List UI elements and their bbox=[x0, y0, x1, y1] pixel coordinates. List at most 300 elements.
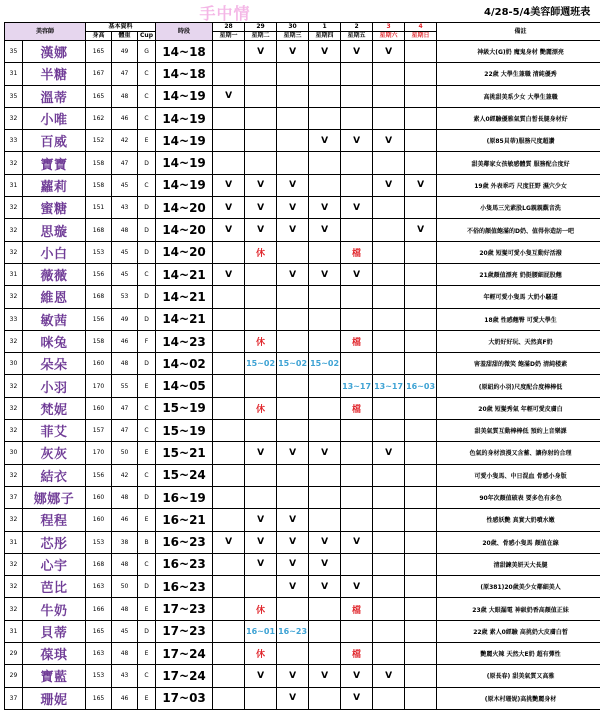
height-cell: 168 bbox=[86, 219, 112, 241]
shift-cell: V bbox=[245, 509, 277, 531]
shift-cell: V bbox=[309, 263, 341, 285]
height-cell: 163 bbox=[86, 576, 112, 598]
weight-header: 體重 bbox=[112, 32, 138, 41]
age-cell: 37 bbox=[5, 687, 23, 709]
date-header: 28 bbox=[213, 23, 245, 32]
shift-cell bbox=[341, 107, 373, 129]
shift-cell: V bbox=[245, 531, 277, 553]
height-cell: 160 bbox=[86, 509, 112, 531]
shift-cell bbox=[213, 353, 245, 375]
weekday-header: 星期五 bbox=[341, 32, 373, 41]
note-cell: 害羞甜甜的微笑 飽滿D奶 清純楼素 bbox=[437, 353, 600, 375]
shift-cell bbox=[373, 397, 405, 419]
cup-cell: C bbox=[138, 174, 156, 196]
note-cell: (原紐約小羽)尺度配合度棒棒低 bbox=[437, 375, 600, 397]
shift-cell: V bbox=[341, 665, 373, 687]
shift-cell: 檔 bbox=[341, 643, 373, 665]
shift-cell bbox=[373, 152, 405, 174]
shift-cell bbox=[405, 553, 437, 575]
shift-cell bbox=[341, 308, 373, 330]
shift-cell bbox=[405, 241, 437, 263]
shift-cell: 檔 bbox=[341, 330, 373, 352]
beautician-name: 結衣 bbox=[23, 464, 86, 486]
shift-cell: V bbox=[213, 263, 245, 285]
table-row bbox=[5, 464, 600, 486]
beautician-name: 牛奶 bbox=[23, 598, 86, 620]
period-cell: 14~21 bbox=[156, 263, 213, 285]
shift-cell bbox=[405, 397, 437, 419]
beautician-name: 咪兔 bbox=[23, 330, 86, 352]
shift-cell bbox=[245, 107, 277, 129]
period-cell: 15~19 bbox=[156, 397, 213, 419]
shift-cell bbox=[213, 63, 245, 85]
brand-title: 手中情 bbox=[199, 4, 251, 23]
beautician-name: 小白 bbox=[23, 241, 86, 263]
shift-cell: V bbox=[277, 442, 309, 464]
shift-cell: 檔 bbox=[341, 598, 373, 620]
schedule-title: 4/28-5/4美容師週班表 bbox=[484, 7, 591, 18]
weekday-header: 星期日 bbox=[405, 32, 437, 41]
shift-cell: V bbox=[277, 687, 309, 709]
shift-cell: 休 bbox=[245, 643, 277, 665]
age-cell: 32 bbox=[5, 219, 23, 241]
shift-cell bbox=[309, 687, 341, 709]
note-cell: 甜美鄰家女孩敏感體質 服務配合度好 bbox=[437, 152, 600, 174]
beautician-header: 美容師 bbox=[5, 23, 86, 41]
shift-cell: 檔 bbox=[341, 397, 373, 419]
period-cell: 14~05 bbox=[156, 375, 213, 397]
table-row bbox=[5, 130, 600, 152]
shift-cell: V bbox=[277, 263, 309, 285]
shift-cell bbox=[309, 643, 341, 665]
age-cell: 30 bbox=[5, 353, 23, 375]
table-row bbox=[5, 397, 600, 419]
weight-cell: 47 bbox=[112, 420, 138, 442]
age-cell: 32 bbox=[5, 576, 23, 598]
shift-cell bbox=[277, 286, 309, 308]
age-cell: 30 bbox=[5, 442, 23, 464]
note-cell: 素人0經驗優雅氣質白皙長腿身材好 bbox=[437, 107, 600, 129]
height-cell: 165 bbox=[86, 85, 112, 107]
table-row bbox=[5, 486, 600, 508]
beautician-name: 程程 bbox=[23, 509, 86, 531]
shift-cell bbox=[373, 598, 405, 620]
shift-cell: 休 bbox=[245, 598, 277, 620]
shift-cell bbox=[245, 152, 277, 174]
shift-cell: V bbox=[309, 553, 341, 575]
cup-cell: C bbox=[138, 63, 156, 85]
shift-cell bbox=[405, 63, 437, 85]
height-cell: 156 bbox=[86, 308, 112, 330]
beautician-name: 蘿莉 bbox=[23, 174, 86, 196]
height-cell: 166 bbox=[86, 598, 112, 620]
shift-cell bbox=[341, 442, 373, 464]
age-cell: 32 bbox=[5, 598, 23, 620]
height-cell: 160 bbox=[86, 353, 112, 375]
shift-cell bbox=[405, 598, 437, 620]
shift-cell: 15~02 bbox=[245, 353, 277, 375]
weight-cell: 47 bbox=[112, 397, 138, 419]
shift-cell bbox=[405, 353, 437, 375]
shift-cell bbox=[213, 464, 245, 486]
beautician-name: 思璇 bbox=[23, 219, 86, 241]
note-cell: 20歲 短髮可愛小隻互動好活潑 bbox=[437, 241, 600, 263]
shift-cell bbox=[373, 330, 405, 352]
date-header: 29 bbox=[245, 23, 277, 32]
weight-cell: 42 bbox=[112, 464, 138, 486]
shift-cell bbox=[373, 553, 405, 575]
shift-cell bbox=[373, 576, 405, 598]
shift-cell: 15~02 bbox=[277, 353, 309, 375]
weight-cell: 43 bbox=[112, 197, 138, 219]
shift-cell bbox=[213, 687, 245, 709]
shift-cell: V bbox=[213, 531, 245, 553]
height-cell: 153 bbox=[86, 531, 112, 553]
age-cell: 31 bbox=[5, 620, 23, 642]
period-cell: 14~20 bbox=[156, 241, 213, 263]
period-cell: 14~20 bbox=[156, 219, 213, 241]
height-cell: 151 bbox=[86, 197, 112, 219]
period-cell: 17~23 bbox=[156, 620, 213, 642]
table-row bbox=[5, 197, 600, 219]
age-cell: 32 bbox=[5, 197, 23, 219]
shift-cell bbox=[373, 687, 405, 709]
height-cell: 153 bbox=[86, 665, 112, 687]
shift-cell bbox=[405, 197, 437, 219]
shift-cell: 16~03 bbox=[405, 375, 437, 397]
cup-cell: D bbox=[138, 308, 156, 330]
shift-cell bbox=[277, 464, 309, 486]
cup-cell: B bbox=[138, 531, 156, 553]
age-cell: 33 bbox=[5, 308, 23, 330]
weight-cell: 46 bbox=[112, 509, 138, 531]
beautician-name: 娜娜子 bbox=[23, 486, 86, 508]
weight-cell: 46 bbox=[112, 107, 138, 129]
period-cell: 14~19 bbox=[156, 174, 213, 196]
shift-cell bbox=[213, 598, 245, 620]
weight-cell: 46 bbox=[112, 687, 138, 709]
height-cell: 153 bbox=[86, 241, 112, 263]
cup-cell: C bbox=[138, 263, 156, 285]
table-row bbox=[5, 85, 600, 107]
age-cell: 31 bbox=[5, 531, 23, 553]
shift-cell: V bbox=[341, 687, 373, 709]
shift-cell bbox=[309, 464, 341, 486]
note-cell: 18歲 性感翹臀 可愛大學生 bbox=[437, 308, 600, 330]
shift-cell bbox=[341, 286, 373, 308]
weight-cell: 48 bbox=[112, 486, 138, 508]
shift-cell bbox=[309, 375, 341, 397]
shift-cell bbox=[245, 576, 277, 598]
shift-cell bbox=[213, 442, 245, 464]
shift-cell: V bbox=[277, 41, 309, 63]
shift-cell bbox=[373, 85, 405, 107]
shift-cell bbox=[405, 308, 437, 330]
shift-cell: V bbox=[309, 442, 341, 464]
age-cell: 32 bbox=[5, 464, 23, 486]
beautician-name: 寶寶 bbox=[23, 152, 86, 174]
shift-cell bbox=[405, 286, 437, 308]
period-cell: 17~24 bbox=[156, 665, 213, 687]
shift-cell: V bbox=[277, 197, 309, 219]
height-cell: 156 bbox=[86, 464, 112, 486]
period-cell: 14~23 bbox=[156, 330, 213, 352]
shift-cell bbox=[245, 464, 277, 486]
shift-cell bbox=[373, 107, 405, 129]
height-header: 身高 bbox=[86, 32, 112, 41]
note-cell: 色氣的身材浪漫又含蓄、讓你射的合理 bbox=[437, 442, 600, 464]
weekday-header: 星期一 bbox=[213, 32, 245, 41]
shift-cell bbox=[277, 130, 309, 152]
cup-cell: D bbox=[138, 286, 156, 308]
shift-cell bbox=[405, 486, 437, 508]
age-cell: 29 bbox=[5, 665, 23, 687]
shift-cell bbox=[309, 486, 341, 508]
period-cell: 15~24 bbox=[156, 464, 213, 486]
weight-cell: 50 bbox=[112, 576, 138, 598]
beautician-name: 漢娜 bbox=[23, 41, 86, 63]
beautician-name: 溫蒂 bbox=[23, 85, 86, 107]
shift-cell bbox=[405, 107, 437, 129]
shift-cell bbox=[213, 330, 245, 352]
period-cell: 16~23 bbox=[156, 553, 213, 575]
shift-cell: V bbox=[245, 219, 277, 241]
shift-cell: 休 bbox=[245, 397, 277, 419]
note-cell: 22歲 大學生兼職 清純優秀 bbox=[437, 63, 600, 85]
note-cell: 甜美氣質互動棒棒低 預約上音樂課 bbox=[437, 420, 600, 442]
shift-cell: V bbox=[245, 665, 277, 687]
shift-cell bbox=[373, 197, 405, 219]
age-cell: 33 bbox=[5, 130, 23, 152]
beautician-name: 小羽 bbox=[23, 375, 86, 397]
shift-cell: V bbox=[245, 174, 277, 196]
shift-cell bbox=[245, 687, 277, 709]
note-header: 備註 bbox=[437, 23, 600, 41]
table-row bbox=[5, 576, 600, 598]
cup-cell: E bbox=[138, 130, 156, 152]
weight-cell: 43 bbox=[112, 665, 138, 687]
age-cell: 29 bbox=[5, 643, 23, 665]
table-row bbox=[5, 598, 600, 620]
shift-cell bbox=[245, 263, 277, 285]
shift-cell: 16~01 bbox=[245, 620, 277, 642]
cup-cell: E bbox=[138, 442, 156, 464]
note-cell: 艷麗火辣 天然大E奶 超有彈性 bbox=[437, 643, 600, 665]
shift-cell bbox=[341, 152, 373, 174]
shift-cell: 休 bbox=[245, 330, 277, 352]
table-row bbox=[5, 687, 600, 709]
shift-cell: V bbox=[309, 531, 341, 553]
shift-cell bbox=[341, 85, 373, 107]
weight-cell: 48 bbox=[112, 85, 138, 107]
weight-cell: 38 bbox=[112, 531, 138, 553]
shift-cell: V bbox=[341, 576, 373, 598]
cup-cell: C bbox=[138, 85, 156, 107]
height-cell: 160 bbox=[86, 397, 112, 419]
shift-cell bbox=[277, 63, 309, 85]
beautician-name: 維恩 bbox=[23, 286, 86, 308]
table-row bbox=[5, 263, 600, 285]
period-cell: 15~19 bbox=[156, 420, 213, 442]
beautician-name: 珊妮 bbox=[23, 687, 86, 709]
cup-cell: D bbox=[138, 620, 156, 642]
shift-cell bbox=[373, 219, 405, 241]
shift-cell bbox=[373, 486, 405, 508]
shift-cell bbox=[213, 152, 245, 174]
shift-cell: V bbox=[341, 197, 373, 219]
height-cell: 160 bbox=[86, 486, 112, 508]
shift-cell: V bbox=[309, 576, 341, 598]
age-cell: 31 bbox=[5, 63, 23, 85]
weight-cell: 47 bbox=[112, 63, 138, 85]
beautician-name: 灰灰 bbox=[23, 442, 86, 464]
cup-cell: C bbox=[138, 397, 156, 419]
note-cell: 可愛小隻馬、中日混血 骨感小身版 bbox=[437, 464, 600, 486]
shift-cell bbox=[405, 643, 437, 665]
shift-cell bbox=[245, 308, 277, 330]
shift-cell bbox=[213, 420, 245, 442]
note-cell: 清甜鍊美妍天大長腿 bbox=[437, 553, 600, 575]
weight-cell: 46 bbox=[112, 330, 138, 352]
shift-cell bbox=[405, 330, 437, 352]
period-cell: 15~21 bbox=[156, 442, 213, 464]
shift-cell bbox=[309, 63, 341, 85]
shift-cell: 檔 bbox=[341, 241, 373, 263]
table-row bbox=[5, 107, 600, 129]
age-cell: 32 bbox=[5, 286, 23, 308]
shift-cell bbox=[341, 509, 373, 531]
cup-cell: D bbox=[138, 353, 156, 375]
shift-cell bbox=[277, 375, 309, 397]
period-header: 時段 bbox=[156, 23, 213, 41]
height-cell: 158 bbox=[86, 174, 112, 196]
shift-cell bbox=[277, 85, 309, 107]
shift-cell bbox=[309, 397, 341, 419]
shift-cell: V bbox=[341, 531, 373, 553]
table-row bbox=[5, 286, 600, 308]
table-row bbox=[5, 643, 600, 665]
period-cell: 14~19 bbox=[156, 107, 213, 129]
table-row bbox=[5, 63, 600, 85]
shift-cell bbox=[405, 442, 437, 464]
beautician-name: 朵朵 bbox=[23, 353, 86, 375]
shift-cell bbox=[213, 107, 245, 129]
shift-cell bbox=[373, 643, 405, 665]
height-cell: 170 bbox=[86, 442, 112, 464]
shift-cell bbox=[405, 509, 437, 531]
cup-cell: E bbox=[138, 643, 156, 665]
period-cell: 14~02 bbox=[156, 353, 213, 375]
shift-cell bbox=[309, 107, 341, 129]
shift-cell: V bbox=[309, 665, 341, 687]
period-cell: 16~19 bbox=[156, 486, 213, 508]
shift-cell bbox=[277, 241, 309, 263]
shift-cell bbox=[213, 643, 245, 665]
note-cell: 性感妖艷 真實大奶噴水嫩 bbox=[437, 509, 600, 531]
cup-cell: G bbox=[138, 41, 156, 63]
shift-cell: V bbox=[373, 41, 405, 63]
shift-cell bbox=[405, 531, 437, 553]
shift-cell bbox=[277, 152, 309, 174]
age-cell: 31 bbox=[5, 263, 23, 285]
shift-cell: V bbox=[277, 531, 309, 553]
table-row bbox=[5, 330, 600, 352]
shift-cell bbox=[309, 174, 341, 196]
shift-cell bbox=[309, 85, 341, 107]
shift-cell bbox=[213, 486, 245, 508]
shift-cell bbox=[405, 41, 437, 63]
beautician-name: 梵妮 bbox=[23, 397, 86, 419]
note-cell: (原木村珊妮)高挑艷麗身材 bbox=[437, 687, 600, 709]
height-cell: 158 bbox=[86, 330, 112, 352]
basic-info-header: 基本資料 bbox=[86, 23, 156, 32]
table-row bbox=[5, 553, 600, 575]
age-cell: 32 bbox=[5, 509, 23, 531]
shift-cell bbox=[213, 553, 245, 575]
shift-cell: V bbox=[245, 41, 277, 63]
age-cell: 32 bbox=[5, 397, 23, 419]
shift-cell bbox=[277, 420, 309, 442]
shift-cell bbox=[341, 219, 373, 241]
shift-cell bbox=[341, 174, 373, 196]
shift-cell bbox=[277, 643, 309, 665]
table-row bbox=[5, 219, 600, 241]
shift-cell: V bbox=[373, 665, 405, 687]
note-cell: 19歲 外表乖巧 尺度狂野 濕穴少女 bbox=[437, 174, 600, 196]
shift-cell bbox=[277, 598, 309, 620]
height-cell: 165 bbox=[86, 41, 112, 63]
shift-cell bbox=[405, 152, 437, 174]
weight-cell: 42 bbox=[112, 130, 138, 152]
table-row bbox=[5, 509, 600, 531]
shift-cell bbox=[373, 286, 405, 308]
table-row bbox=[5, 442, 600, 464]
shift-cell bbox=[309, 330, 341, 352]
shift-cell: V bbox=[213, 197, 245, 219]
age-cell: 32 bbox=[5, 152, 23, 174]
note-cell: 年輕可愛小隻馬 大奶小騷逼 bbox=[437, 286, 600, 308]
shift-cell bbox=[405, 464, 437, 486]
shift-cell bbox=[405, 420, 437, 442]
height-cell: 168 bbox=[86, 553, 112, 575]
shift-cell bbox=[373, 464, 405, 486]
period-cell: 14~19 bbox=[156, 152, 213, 174]
note-cell: 22歲 素人0經驗 高挑奶大皮膚白皙 bbox=[437, 620, 600, 642]
schedule-rows bbox=[5, 41, 600, 710]
weight-cell: 45 bbox=[112, 174, 138, 196]
shift-cell bbox=[309, 308, 341, 330]
period-cell: 14~19 bbox=[156, 85, 213, 107]
note-cell: (原長春) 甜美氣質又高雅 bbox=[437, 665, 600, 687]
height-cell: 152 bbox=[86, 130, 112, 152]
beautician-name: 芯彤 bbox=[23, 531, 86, 553]
shift-cell: V bbox=[309, 130, 341, 152]
shift-cell bbox=[341, 63, 373, 85]
shift-cell bbox=[213, 41, 245, 63]
shift-cell: V bbox=[213, 174, 245, 196]
weight-cell: 48 bbox=[112, 598, 138, 620]
shift-cell bbox=[213, 397, 245, 419]
shift-cell bbox=[309, 620, 341, 642]
table-row bbox=[5, 665, 600, 687]
shift-cell bbox=[213, 665, 245, 687]
shift-cell: V bbox=[213, 85, 245, 107]
shift-cell bbox=[213, 375, 245, 397]
weight-cell: 48 bbox=[112, 219, 138, 241]
shift-cell bbox=[373, 63, 405, 85]
shift-cell bbox=[405, 263, 437, 285]
cup-cell: D bbox=[138, 576, 156, 598]
